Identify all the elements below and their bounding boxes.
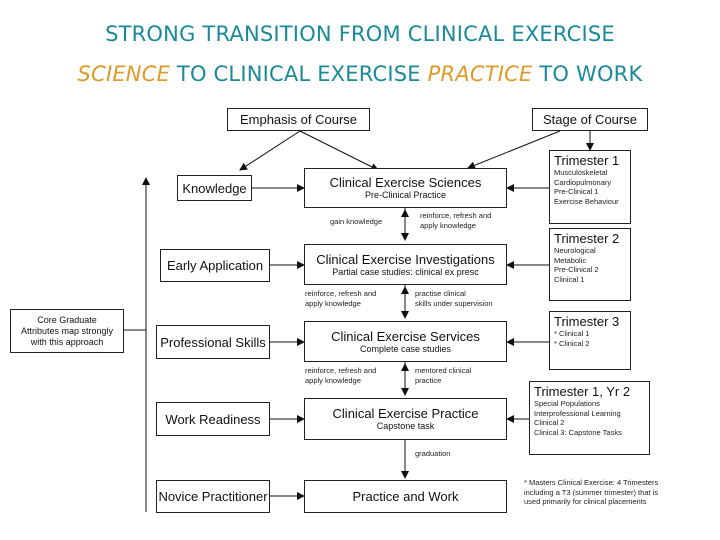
title-line-2-mid: TO CLINICAL EXERCISE: [170, 62, 428, 86]
trimester-1-box: [549, 150, 631, 224]
trimester-3-heading: Trimester 3: [554, 314, 620, 329]
trimester-1-yr-2-item: Clinical 2: [534, 418, 565, 427]
note-practise-b: skills under supervision: [415, 298, 493, 308]
clinical-exercise-services-box: [304, 321, 507, 362]
trimester-3-box: [549, 311, 631, 370]
trimester-2-heading: Trimester 2: [554, 231, 620, 246]
footnote-line-3: used primarily for clinical placements: [524, 497, 647, 506]
trimester-2-item: Neurological: [554, 246, 596, 255]
note-reinforce-3-a: reinforce, refresh and: [305, 366, 377, 375]
work-readiness-box: [156, 402, 270, 436]
note-reinforce-3-b: apply knowledge: [305, 375, 361, 385]
knowledge-box: [177, 175, 252, 201]
services-title: Clinical Exercise Services: [331, 328, 480, 344]
title-line-1: STRONG TRANSITION FROM CLINICAL EXERCISE: [105, 22, 615, 46]
early-application-label: Early Application: [166, 258, 264, 273]
practice-and-work-box: [304, 480, 507, 513]
novice-practitioner-label: Novice Practitioner: [158, 489, 268, 504]
practice-title: Clinical Exercise Practice: [332, 406, 479, 421]
note-reinforce-1-b: apply knowledge: [420, 220, 476, 230]
clinical-exercise-practice-box: [304, 398, 507, 440]
professional-skills-box: [156, 325, 270, 359]
trimester-2-item: Metabolic: [554, 255, 587, 265]
investigations-subtitle: Partial case studies: clinical ex presc: [332, 266, 479, 277]
note-mentored-a: mentored clinical: [415, 366, 472, 375]
trimester-1-heading: Trimester 1: [554, 153, 620, 168]
note-reinforce-2-b: apply knowledge: [305, 298, 361, 308]
trimester-1-yr-2-item: Special Populations: [534, 399, 600, 408]
professional-skills-label: Professional Skills: [160, 334, 266, 350]
note-reinforce-1-a: reinforce, refresh and: [420, 211, 492, 220]
arrow-emphasis-to-sciences: [300, 131, 378, 170]
sciences-title: Clinical Exercise Sciences: [329, 175, 482, 190]
trimester-1-yr-2-box: [529, 381, 650, 455]
trimester-2-box: [549, 228, 631, 301]
note-practise-clinical: [415, 289, 493, 308]
core-graduate-box: [10, 309, 124, 353]
emphasis-of-course-label: Emphasis of Course: [239, 112, 358, 127]
note-reinforce-3: [305, 366, 376, 385]
trimester-1-yr-2-heading: Trimester 1, Yr 2: [534, 384, 631, 399]
trimester-1-item: Musculoskeletal: [554, 168, 608, 177]
note-mentored: [415, 366, 471, 385]
trimester-1-yr-2-item: Clinical 3: Capstone Tasks: [534, 427, 622, 437]
trimester-1-item: Cardiopulmonary: [554, 177, 612, 187]
note-practise-a: practise clinical: [415, 289, 466, 298]
sciences-subtitle: Pre-Clinical Practice: [364, 190, 447, 200]
trimester-3-item: * Clinical 1: [554, 329, 590, 338]
early-application-box: [160, 249, 270, 282]
arrow-emphasis-to-knowledge: [240, 131, 300, 170]
services-subtitle: Complete case studies: [359, 343, 452, 354]
work-readiness-label: Work Readiness: [165, 411, 261, 427]
trimester-2-item: Pre-Clinical 2: [554, 265, 599, 274]
clinical-exercise-investigations-box: [304, 244, 507, 285]
footnote-line-1: * Masters Clinical Exercise: 4 Trimesters: [524, 478, 659, 487]
note-gain-knowledge: gain knowledge: [330, 217, 383, 226]
core-line-2: Attributes map strongly: [20, 325, 114, 336]
trimester-2-item: Clinical 1: [554, 274, 585, 284]
note-reinforce-2-a: reinforce, refresh and: [305, 289, 377, 298]
investigations-title: Clinical Exercise Investigations: [316, 251, 495, 267]
core-line-3: with this approach: [30, 336, 104, 347]
trimester-3-item: * Clinical 2: [554, 338, 590, 348]
trimester-1-item: Pre-Clinical 1: [554, 187, 599, 196]
title-highlight-science: SCIENCE: [77, 62, 171, 86]
trimester-1-yr-2-item: Interprofessional Learning: [534, 408, 621, 418]
emphasis-of-course-box: [227, 108, 370, 131]
work-title: Practice and Work: [352, 489, 459, 504]
trimester-1-item: Exercise Behaviour: [554, 196, 619, 206]
stage-of-course-label: Stage of Course: [543, 112, 637, 127]
clinical-exercise-sciences-box: [304, 168, 507, 208]
footnote: [524, 478, 658, 507]
novice-practitioner-box: [156, 480, 270, 513]
note-reinforce-1: [420, 211, 491, 230]
note-reinforce-2: [305, 289, 376, 308]
title-line-2-end: TO WORK: [532, 62, 643, 86]
note-mentored-b: practice: [415, 375, 442, 385]
footnote-line-2: including a T3 (summer trimester) that is: [524, 487, 659, 497]
practice-subtitle: Capstone task: [376, 421, 435, 431]
arrow-stage-to-sciences: [468, 131, 560, 168]
core-line-1: Core Graduate: [37, 314, 97, 325]
knowledge-label: Knowledge: [182, 180, 247, 196]
stage-of-course-box: [532, 108, 648, 131]
title-highlight-practice: PRACTICE: [427, 62, 533, 86]
note-graduation: graduation: [415, 449, 451, 458]
